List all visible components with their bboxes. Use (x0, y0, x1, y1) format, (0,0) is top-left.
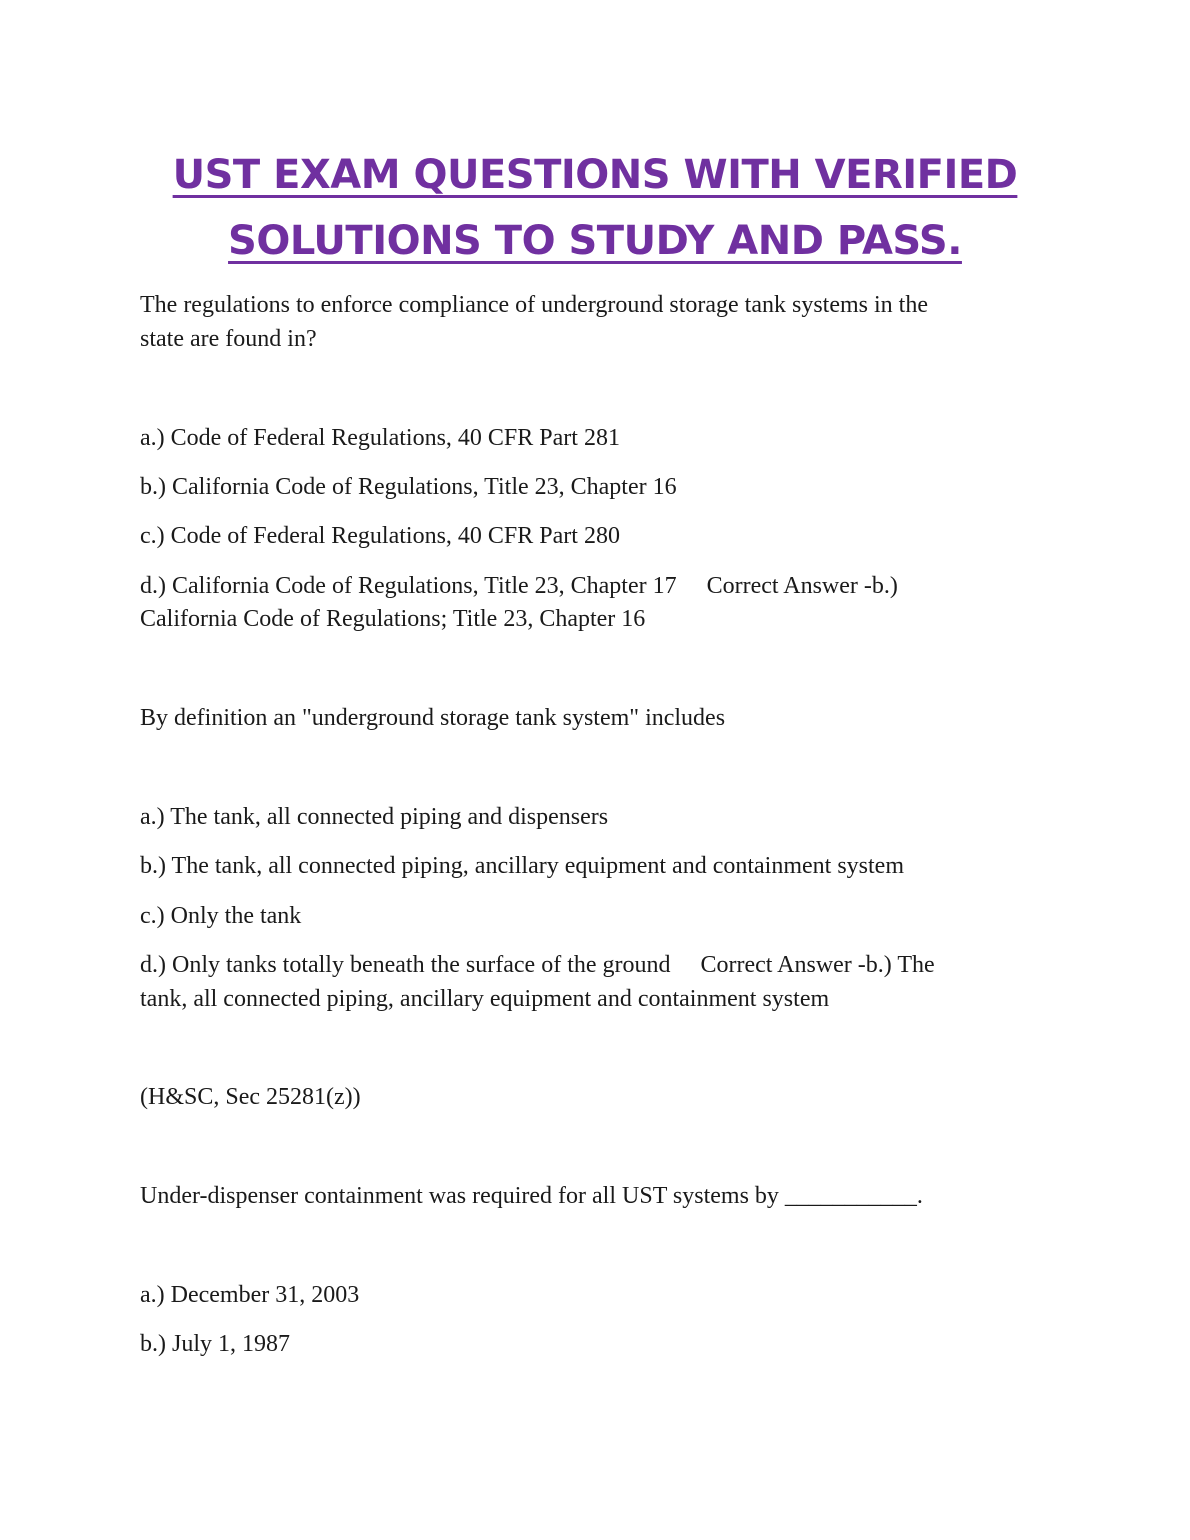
q2-option-a: a.) The tank, all connected piping and dispensers (140, 804, 609, 830)
q1-option-d-line-2: California Code of Regulations; Title 23, Chapter 16 (140, 606, 646, 632)
q3-option-b: b.) July 1, 1987 (140, 1331, 290, 1357)
q3-option-a: a.) December 31, 2003 (140, 1282, 360, 1308)
q1-question-line-2: state are found in? (140, 326, 317, 352)
q1-option-d-line-1: d.) California Code of Regulations, Title 23, Chapter 17 Correct Answer -b.) (140, 573, 898, 599)
document-title (100, 142, 1090, 274)
q1-option-b: b.) California Code of Regulations, Title 23, Chapter 16 (140, 474, 677, 500)
title-line-1: UST EXAM QUESTIONS WITH VERIFIED (172, 152, 1018, 198)
q2-option-d-line-1: d.) Only tanks totally beneath the surface of the ground Correct Answer -b.) The (140, 952, 935, 978)
title-line-2: SOLUTIONS TO STUDY AND PASS. (228, 218, 962, 264)
q2-option-b: b.) The tank, all connected piping, ancillary equipment and containment system (140, 853, 905, 879)
q2-option-d-line-2: tank, all connected piping, ancillary equipment and containment system (140, 986, 830, 1012)
q1-option-a: a.) Code of Federal Regulations, 40 CFR Part 281 (140, 425, 620, 451)
q3-question: Under-dispenser containment was required for all UST systems by ___________. (140, 1183, 923, 1209)
q1-option-c: c.) Code of Federal Regulations, 40 CFR Part 280 (140, 523, 620, 549)
q1-question-line-1: The regulations to enforce compliance of underground storage tank systems in the (140, 292, 928, 318)
q2-question: By definition an "underground storage tank system" includes (140, 705, 726, 731)
q2-option-c: c.) Only the tank (140, 903, 302, 929)
q2-reference: (H&SC, Sec 25281(z)) (140, 1084, 361, 1110)
